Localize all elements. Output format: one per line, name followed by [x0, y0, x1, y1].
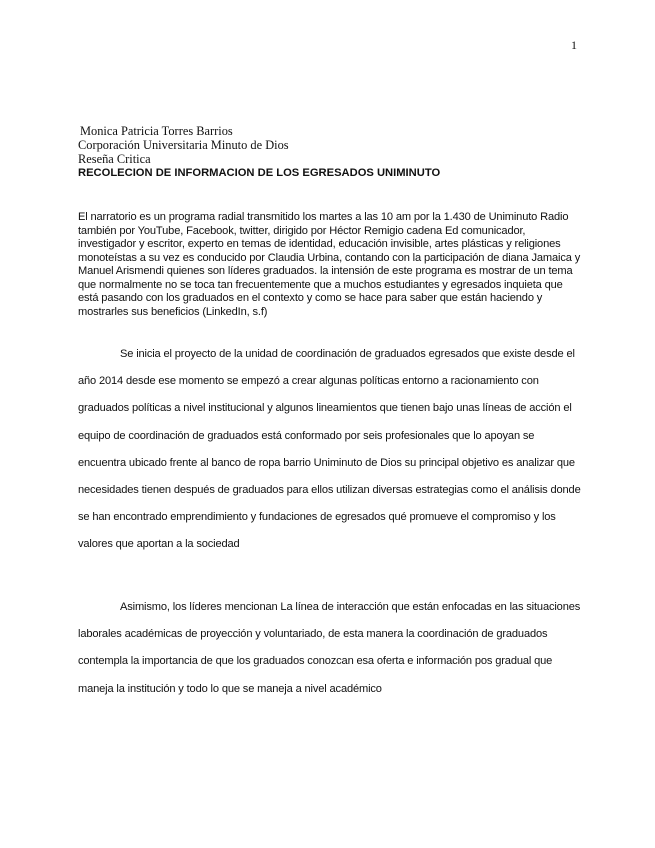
institution-name: Corporación Universitaria Minuto de Dios — [78, 138, 289, 152]
document-type: Reseña Critica — [78, 152, 151, 166]
body-paragraph-2: Asimismo, los líderes mencionan La línea de interacción que están enfocadas en las situaciones laborales académicas de proyección y voluntariado, de esta manera la coordinación de graduados contempla la importancia de que los graduados conozcan esa oferta e información pos gradual que maneja la institución y todo lo que se maneja a nivel académico — [78, 601, 581, 695]
body-paragraph-1: Se inicia el proyecto de la unidad de coordinación de graduados egresados que existe desde el año 2014 desde ese momento se empezó a crear algunas políticas entorno a racionamiento con graduados políticas a nivel institucional y algunos lineamientos que tienen bajo unas líneas de acción el equipo de coordinación de graduados está conformado por seis profesionales que lo apoyan se encuentra ubicado frente al banco de ropa barrio Uniminuto de Dios su principal objetivo es analizar que necesidades tienen después de graduados para ellos utilizan diversas estrategias como el análisis donde se han encontrado emprendimiento y fundaciones de egresados qué promueve el compromiso y los valores que aportan a la sociedad — [78, 348, 581, 551]
document-header — [78, 124, 440, 180]
document-title: RECOLECION DE INFORMACION DE LOS EGRESADOS UNIMINUTO — [78, 167, 441, 179]
page-number: 1 — [571, 38, 577, 52]
intro-paragraph: El narratorio es un programa radial transmitido los martes a las 10 am por la 1.430 de Uniminuto Radio también por YouTube, Facebook, twitter, dirigido por Héctor Remigio cadena Ed comunicador, investigador y escritor, experto en temas de identidad, educación invisible, artes plásticas y religiones monoteístas a su vez es conducido por Claudia Urbina, contando con la participación de diana Jamaica y Manuel Arismendi quienes son líderes graduados. la intensión de este programa es mostrar de un tema que normalmente no se toca tan frecuentemente que a muchos estudiantes y egresados inquieta que está pasando con los graduados en el contexto y como se hace para saber que están haciendo y mostrarles sus beneficios (LinkedIn, s.f) — [78, 211, 581, 318]
author-name: Monica Patricia Torres Barrios — [80, 124, 233, 138]
